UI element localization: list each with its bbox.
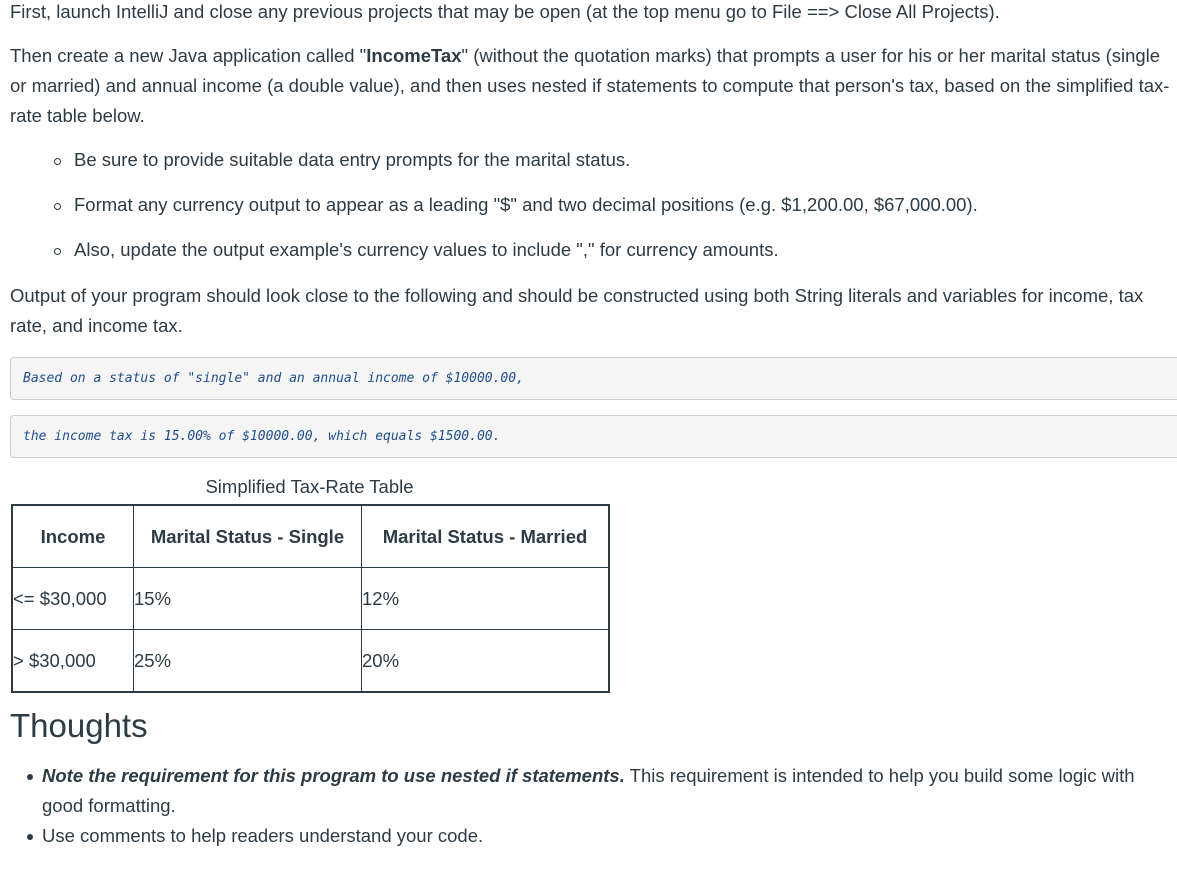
code-block: Based on a status of "single" and an annual income of $10000.00, xyxy=(10,357,1177,400)
code-block: the income tax is 15.00% of $10000.00, which equals $1500.00. xyxy=(10,415,1177,458)
table-header-cell: Marital Status - Single xyxy=(134,505,362,568)
tax-rate-table xyxy=(11,504,610,693)
table-header-row xyxy=(12,505,609,568)
list-item: Also, update the output example's currency values to include "," for currency amounts. xyxy=(52,235,1152,280)
thoughts-list xyxy=(24,761,1164,851)
list-item: Use comments to help readers understand your code. xyxy=(24,821,1164,851)
thoughts-heading: Thoughts xyxy=(10,707,148,744)
app-name: IncomeTax xyxy=(366,45,462,66)
table-cell: <= $30,000 xyxy=(12,568,134,630)
intro-paragraph: First, launch IntelliJ and close any previous projects that may be open (at the top menu go to File ==> Close All Projects). xyxy=(10,1,1000,22)
instructions-text-after: " (without the quotation marks) that prompts a user for his or her marital status (single or married) and annual income (a double value), and then uses nested if statements to compute that person's tax, based on the simplified tax-rate table below. xyxy=(10,45,1170,126)
list-item: Be sure to provide suitable data entry prompts for the marital status. xyxy=(52,145,1152,190)
requirements-list xyxy=(52,145,1152,280)
output-paragraph: Output of your program should look close to the following and should be constructed using both String literals and variables for income, tax rate, and income tax. xyxy=(10,285,1144,336)
list-item-text: This requirement is intended to help you build some logic with good formatting. xyxy=(42,765,1135,816)
emphasis-text: Note the requirement for this program to use nested if statements. xyxy=(42,765,625,786)
table-cell: 20% xyxy=(362,630,610,693)
table-cell: > $30,000 xyxy=(12,630,134,693)
table-cell: 12% xyxy=(362,568,610,630)
table-caption: Simplified Tax-Rate Table xyxy=(205,476,414,497)
table-header-cell: Income xyxy=(12,505,134,568)
table-row xyxy=(12,568,609,630)
list-item: Format any currency output to appear as a leading "$" and two decimal positions (e.g. $1,200.00, $67,000.00). xyxy=(52,190,1152,235)
table-header-cell: Marital Status - Married xyxy=(362,505,610,568)
list-item xyxy=(24,761,1164,821)
table-cell: 15% xyxy=(134,568,362,630)
instructions-text-before: Then create a new Java application called " xyxy=(10,45,367,66)
table-cell: 25% xyxy=(134,630,362,693)
instructions-paragraph xyxy=(10,41,1175,131)
table-row xyxy=(12,630,609,693)
